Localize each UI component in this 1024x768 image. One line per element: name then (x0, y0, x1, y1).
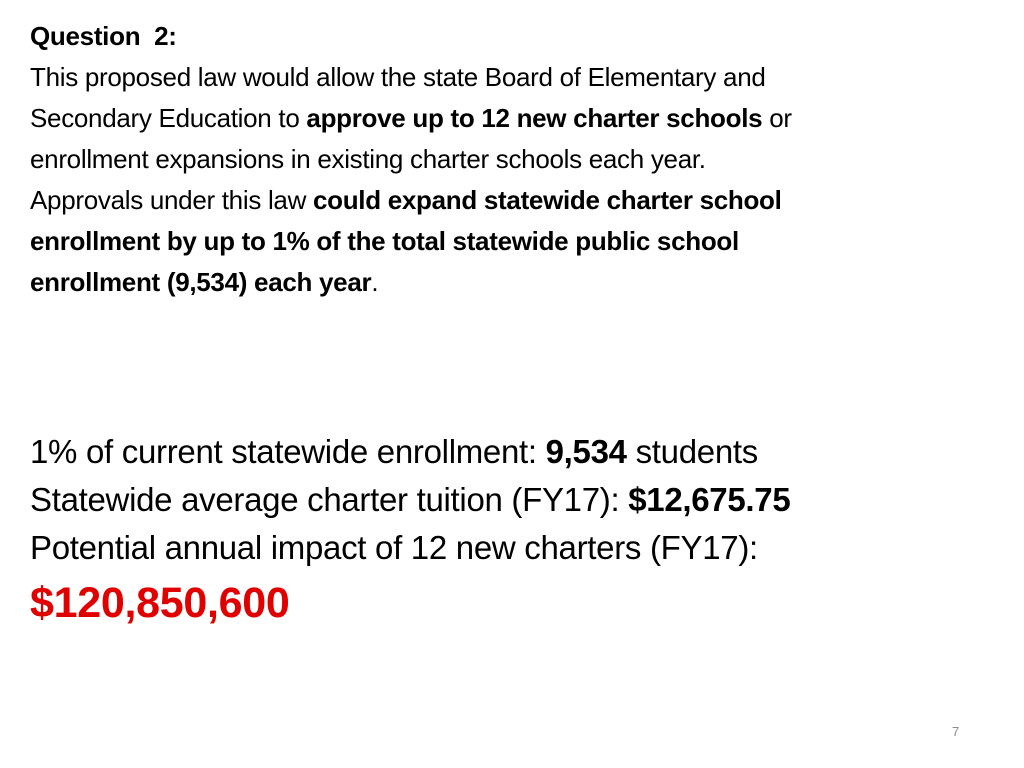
question-line-6-tail: . (371, 267, 379, 297)
enrollment-label: 1% of current statewide enrollment: (30, 433, 546, 470)
question-line-1-text: This proposed law would allow the state Board of Elementary and (30, 62, 766, 92)
tuition-value: $12,675.75 (628, 481, 791, 518)
tuition-label: Statewide average charter tuition (FY17): (30, 481, 629, 518)
question-line-3 (30, 139, 990, 180)
tuition-line (30, 476, 1000, 524)
question-line-5 (30, 221, 990, 262)
question-line-4 (30, 180, 990, 221)
question-title: Question 2: (30, 21, 177, 51)
impact-value: $120,850,600 (30, 579, 290, 627)
question-text (30, 57, 990, 303)
question-line-6-bold: enrollment (9,534) each year (30, 267, 372, 297)
question-line-2-text: Secondary Education to (30, 103, 307, 133)
page-number: 7 (952, 724, 960, 739)
question-line-3-text: enrollment expansions in existing charter schools each year. (30, 144, 706, 174)
question-line-2 (30, 98, 990, 139)
question-line-1 (30, 57, 990, 98)
question-line-6 (30, 262, 990, 303)
impact-label: Potential annual impact of 12 new charters (FY17): (30, 529, 758, 566)
enrollment-line (30, 428, 1000, 476)
question-line-4-bold: could expand statewide charter school (312, 185, 782, 215)
question-line-2-tail: or (762, 103, 792, 133)
question-line-4-text: Approvals under this law (30, 185, 313, 215)
enrollment-value: 9,534 (545, 433, 627, 470)
facts-block (30, 428, 1000, 634)
question-line-2-bold: approve up to 12 new charter schools (306, 103, 763, 133)
question-block (30, 16, 990, 303)
question-line-5-bold: enrollment by up to 1% of the total statewide public school (30, 226, 739, 256)
enrollment-unit: students (626, 433, 758, 470)
